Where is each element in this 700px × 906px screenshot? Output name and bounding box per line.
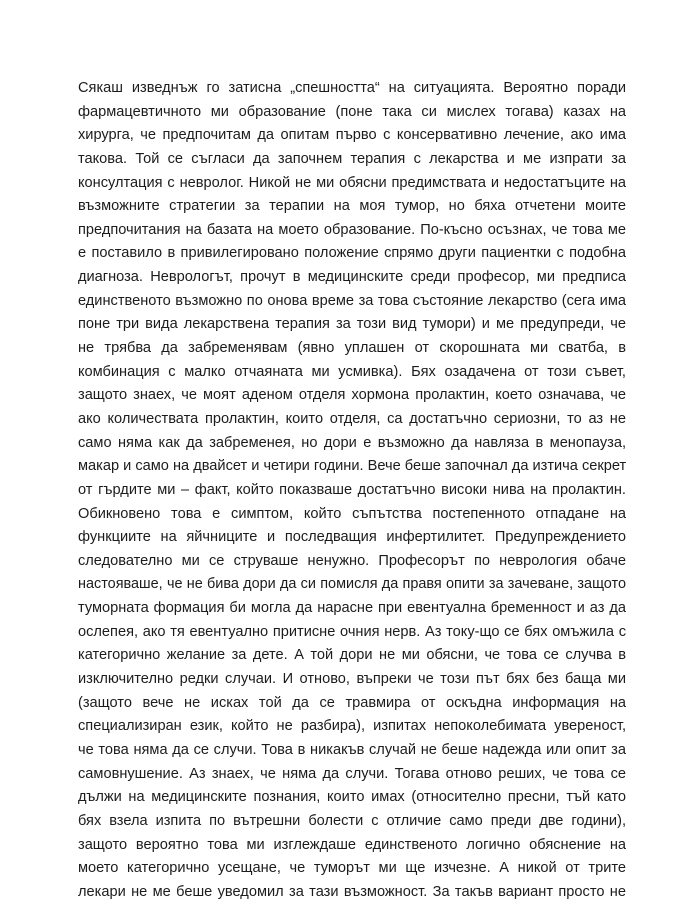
text-line: предпочитания на базата на моето образование. По-късно осъзнах, че това ме: [78, 221, 626, 238]
text-line: защото знаех, че моят аденом отделя хормона пролактин, което означава, че: [78, 387, 626, 404]
text-line: (защото вече не исках той да се травмира от оскъдна информация на: [78, 694, 626, 711]
text-line: диагноза. Неврологът, прочут в медицинските среди професор, ми предписа: [78, 269, 626, 286]
text-line: ако количествата пролактин, които отделя, са достатъчно сериозни, то аз не: [78, 410, 626, 427]
text-line: настояваше, че не бива дори да си помисля да правя опити за зачеване, защото: [78, 576, 626, 593]
text-line: че това няма да се случи. Това в никакъв случай не беше надежда или опит за: [78, 741, 626, 758]
text-line: дължи на медицинските познания, които имах (относително пресни, тъй като: [78, 789, 626, 806]
text-line: е поставило в привилегировано положение спрямо други пациентки с подобна: [78, 245, 626, 262]
text-line: следователно ми се струваше ненужно. Професорът по неврология обаче: [78, 552, 626, 569]
text-line: ослепея, ако тя евентуално притисне очния нерв. Аз току-що се бях омъжила с: [78, 623, 626, 640]
text-line: категорично желание за дете. А той дори не ми обясни, че това се случва в: [78, 647, 626, 664]
text-line: такова. Той се съгласи да започнем терапия с лекарства и ме изпрати за: [78, 150, 626, 167]
text-line: единственото възможно по онова време за това състояние лекарство (сега има: [78, 292, 626, 309]
text-line: Обикновено това е симптом, който съпътства постепенното отпадане на: [78, 505, 626, 522]
text-line: не трябва да забременявам (явно уплашен от скорошната ми сватба, в: [78, 340, 626, 357]
text-line: изключително редки случаи. И отново, въпреки че този път бях без баща ми: [78, 671, 626, 688]
body-text: [78, 77, 626, 904]
text-line: поне три вида лекарствена терапия за този вид тумори) и ме предупреди, че: [78, 316, 626, 333]
text-line: фармацевтичното ми образование (поне така си мислех тогава) казах на: [78, 103, 626, 120]
text-line: макар и само на двайсет и четири години. Вече беше започнал да изтича секрет: [78, 458, 627, 475]
text-line: бях взела изпита по вътрешни болести с отличие само преди две години),: [78, 812, 626, 829]
text-line: функциите на яйчниците и последващия инфертилитет. Предупреждението: [78, 529, 626, 546]
text-line: моето категорично усещане, че туморът ми ще изчезне. А никой от трите: [78, 860, 626, 877]
text-line: туморната формация би могла да нарасне при евентуална бременност и аз да: [78, 600, 626, 617]
text-line: хирурга, че предпочитам да опитам първо с консервативно лечение, ако има: [78, 127, 626, 144]
text-line: защото вероятно това ми изглеждаше единственото логично обяснение на: [78, 836, 626, 853]
text-line: комбинация с малко отчаяната ми усмивка). Бях озадачена от този съвет,: [78, 363, 626, 380]
text-line: само няма как да забременея, но дори е възможно да навляза в менопауза,: [78, 434, 626, 451]
text-line: самовнушение. Аз знаех, че няма да случи. Тогава отново реших, че това се: [78, 765, 626, 782]
text-line: лекари не ме беше уведомил за тази възможност. За такъв вариант просто не: [78, 883, 626, 900]
text-line: възможните стратегии за терапии на моя тумор, но бяха отчетени моите: [78, 198, 626, 215]
text-line: консултация с невролог. Никой не ми обясни предимствата и недостатъците на: [78, 174, 626, 191]
text-line: специализиран език, който не разбира), изпитах непоколебимата увереност,: [78, 718, 626, 735]
text-line: Сякаш изведнъж го затисна „спешността“ на ситуацията. Вероятно поради: [78, 80, 626, 96]
text-line: от гърдите ми – факт, който показваше достатъчно високи нива на пролактин.: [78, 481, 626, 498]
